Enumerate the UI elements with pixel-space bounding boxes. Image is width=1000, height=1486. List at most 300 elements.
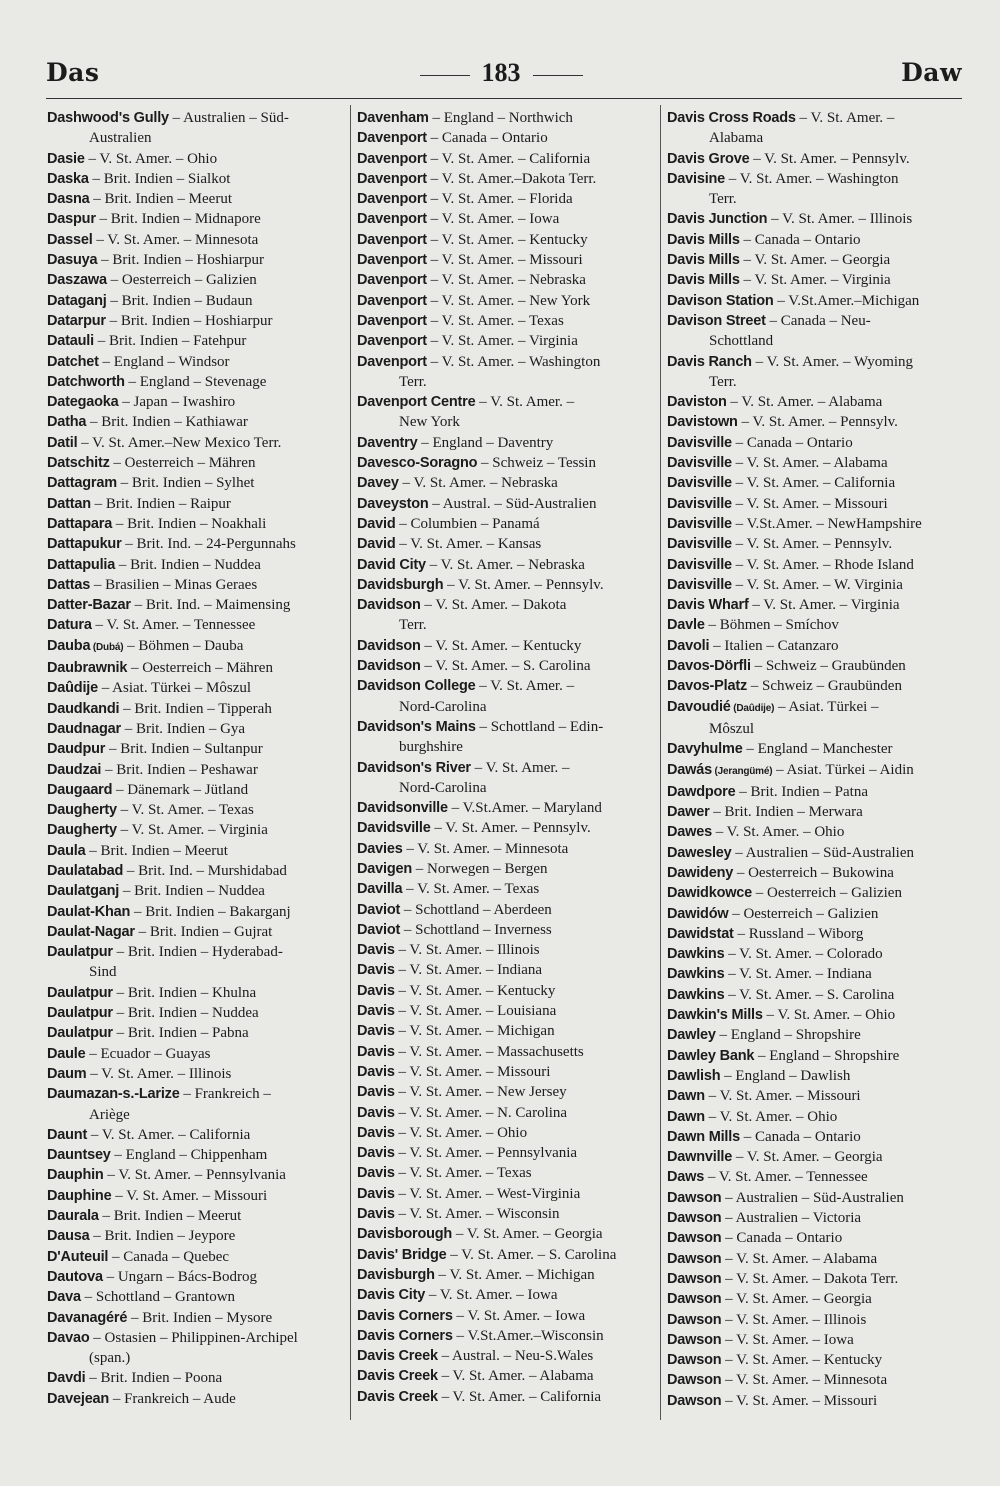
gazetteer-entry: [357, 839, 661, 859]
gazetteer-entry: [667, 250, 971, 270]
place-location: – V. St. Amer. – S. Carolina: [724, 986, 895, 1003]
gazetteer-entry: [667, 656, 971, 676]
place-location: – V. St. Amer. – Iowa: [425, 1287, 558, 1304]
page-number-block: [40, 58, 962, 88]
place-name: Davisville: [667, 576, 732, 593]
place-name: Davanagéré: [47, 1309, 128, 1326]
gazetteer-entry: [47, 739, 351, 759]
gazetteer-entry: [47, 189, 351, 209]
gazetteer-entry: [47, 1003, 351, 1023]
place-name: Davison Station: [667, 292, 774, 309]
gazetteer-entry: [47, 331, 351, 351]
gazetteer-entry: [47, 250, 351, 270]
gazetteer-entry: [357, 1143, 661, 1163]
place-name: Davis Corners: [357, 1307, 453, 1324]
place-name: Davidsonville: [357, 800, 448, 817]
gazetteer-entry: [667, 843, 971, 863]
gazetteer-entry: [667, 595, 971, 615]
place-location: – V. St. Amer. – Missouri: [394, 1063, 551, 1080]
gazetteer-entry: [357, 1042, 661, 1062]
gazetteer-entry: [667, 1005, 971, 1025]
place-location: – Austral. – Neu-S.Wales: [437, 1348, 594, 1365]
gazetteer-entry: [47, 1368, 351, 1388]
place-location: – V. St. Amer. – Missouri: [426, 252, 583, 269]
place-location: – V. St. Amer. – Pennsylv.: [749, 150, 910, 167]
place-location-continued: burghshire: [399, 739, 463, 756]
place-name: Davis Junction: [667, 211, 768, 228]
gazetteer-entry: [667, 822, 971, 842]
place-location: – V.St.Amer.–Michigan: [773, 292, 920, 309]
gazetteer-entry: [357, 433, 661, 453]
place-location: – Canada – Neu-: [765, 312, 871, 329]
place-name: David: [357, 536, 396, 553]
place-name: Davis Mills: [667, 231, 740, 248]
place-name: Davilla: [357, 881, 403, 898]
place-name: Davis: [357, 1185, 395, 1202]
gazetteer-entry: [47, 983, 351, 1003]
gazetteer-entry: [357, 595, 661, 636]
gazetteer-entry: [47, 1267, 351, 1287]
place-location-continued: Terr.: [709, 191, 737, 208]
page-header: [40, 58, 962, 98]
place-location: – V. St. Amer. – S. Carolina: [446, 1246, 617, 1263]
gazetteer-entry: [667, 883, 971, 903]
place-location: – V.St.Amer. – Maryland: [447, 800, 602, 817]
place-location: – Russland – Wiborg: [733, 925, 864, 942]
place-name: Dawson: [667, 1372, 722, 1389]
place-location: – V. St. Amer. – Pennsylv.: [731, 536, 893, 553]
gazetteer-entry: [47, 902, 351, 922]
place-location: – V. St. Amer. – Minnesota: [402, 840, 569, 857]
place-name: David: [357, 515, 396, 532]
gazetteer-entry: [47, 1226, 351, 1246]
place-location: – Schottland – Edin-: [475, 718, 604, 735]
place-name: Daulatganj: [47, 883, 120, 900]
gazetteer-entry: [47, 1064, 351, 1084]
gazetteer-entry: [667, 169, 971, 210]
gazetteer-entry: [667, 1350, 971, 1370]
place-name: Daûdije: [47, 680, 98, 697]
gazetteer-entry: [47, 1287, 351, 1307]
place-name: Davoudié: [667, 698, 731, 715]
place-name: Davisville: [667, 515, 732, 532]
place-location: – V. St. Amer. – Ohio: [711, 824, 845, 841]
place-location: – England – Manchester: [742, 741, 893, 758]
gazetteer-entry: [47, 453, 351, 473]
gazetteer-entry: [667, 964, 971, 984]
place-name: Davenport: [357, 333, 427, 350]
place-location: – V. St. Amer. – Alabama: [721, 1250, 878, 1267]
gazetteer-entry: [667, 473, 971, 493]
gazetteer-entry: [667, 453, 971, 473]
place-location: – Brit. Indien – Jeypore: [89, 1228, 236, 1245]
place-location: – England – Daventry: [417, 434, 554, 451]
place-location: – Norwegen – Bergen: [412, 860, 548, 877]
place-location: – V. St. Amer. – Georgia: [452, 1226, 603, 1243]
place-location: – Italien – Catanzaro: [709, 637, 839, 654]
place-location: – V. St. Amer. – S. Carolina: [420, 658, 591, 675]
gazetteer-entry: [667, 1086, 971, 1106]
place-name: Dautova: [47, 1268, 103, 1285]
place-location: – V. St. Amer. – Virginia: [739, 272, 891, 289]
place-location: – V. St. Amer. – Pennsylvania: [394, 1145, 578, 1162]
gazetteer-entry: [47, 595, 351, 615]
place-name: Davisville: [667, 556, 732, 573]
place-name: Dawn: [667, 1108, 705, 1125]
gazetteer-entry: [47, 800, 351, 820]
place-location: – V. St. Amer. – Florida: [426, 191, 573, 208]
place-location: – V. St. Amer. – Kentucky: [426, 231, 588, 248]
gazetteer-entry: [667, 636, 971, 656]
place-location: – Brit. Indien – Bakarganj: [130, 903, 291, 920]
place-location: – V. St. Amer. – Kentucky: [394, 982, 556, 999]
place-name: Davidson: [357, 637, 421, 654]
place-location: – Australien – Süd-Australien: [731, 844, 914, 861]
place-name: Dawidów: [667, 905, 729, 922]
place-name: Davisville: [667, 536, 732, 553]
gazetteer-entry: [47, 658, 351, 678]
place-name: Dawson: [667, 1270, 722, 1287]
place-location: – Australien – Süd-: [168, 110, 289, 126]
gazetteer-entry: [357, 453, 661, 473]
place-location: – Brit. Indien – Midnapore: [95, 211, 261, 228]
gazetteer-entry: [357, 1366, 661, 1386]
gazetteer-entry: [667, 1310, 971, 1330]
place-name: Davis Corners: [357, 1327, 453, 1344]
gazetteer-entry: [47, 719, 351, 739]
gazetteer-entry: [357, 311, 661, 331]
place-name: David City: [357, 556, 426, 573]
place-name: Davis: [357, 1063, 395, 1080]
place-name: Davenport: [357, 252, 427, 269]
place-name: Daugherty: [47, 822, 117, 839]
place-location: – Brit. Indien – Merwara: [709, 804, 863, 821]
place-name: Daspur: [47, 211, 96, 228]
place-name: Davenport: [357, 130, 427, 147]
place-location: – Brit. Ind. – 24-Pergunnahs: [121, 536, 296, 553]
place-location: – V. St. Amer. – W. Virginia: [731, 576, 903, 593]
place-location: – V. St. Amer. – Pennsylv.: [443, 576, 604, 593]
gazetteer-entry: [357, 1306, 661, 1326]
place-location: – V. St. Amer. – Ohio: [704, 1108, 838, 1125]
place-location: – Brit. Indien – Nuddea: [119, 883, 265, 900]
place-name: Datchworth: [47, 373, 125, 390]
place-name: D'Auteuil: [47, 1248, 109, 1265]
gazetteer-entry: [47, 1145, 351, 1165]
place-name: Davyhulme: [667, 741, 743, 758]
place-location: – Schweiz – Graubünden: [747, 678, 902, 695]
place-location: – V. St. Amer.–Dakota Terr.: [426, 170, 597, 187]
place-location: – V. St. Amer. – Missouri: [111, 1187, 268, 1204]
gazetteer-entry: [47, 861, 351, 881]
place-name: Davenham: [357, 110, 429, 126]
place-location: – Brit. Indien – Sialkot: [88, 170, 231, 187]
gazetteer-entry: [667, 863, 971, 883]
place-name: Dawidkowce: [667, 885, 753, 902]
place-location: – Oesterreich – Galizien: [728, 905, 879, 922]
gazetteer-entry: [357, 209, 661, 229]
place-name: Dasuya: [47, 252, 98, 269]
place-name: Dawson: [667, 1250, 722, 1267]
place-name: Davisville: [667, 475, 732, 492]
place-name: Dattapulia: [47, 556, 116, 573]
place-location: – V. St. Amer. –: [470, 759, 570, 776]
gazetteer-entry: [667, 985, 971, 1005]
place-name: Daws: [667, 1169, 705, 1186]
place-location-continued: Terr.: [709, 373, 737, 390]
gazetteer-entry: [357, 473, 661, 493]
place-location: – Schottland – Inverness: [400, 921, 552, 938]
gazetteer-entry: [47, 1186, 351, 1206]
place-location: – Brasilien – Minas Geraes: [90, 576, 258, 593]
place-location: – England – Windsor: [98, 353, 230, 370]
place-name: Datchet: [47, 353, 99, 370]
gazetteer-entry: [47, 433, 351, 453]
gazetteer-entry: [667, 494, 971, 514]
place-location: – Böhmen – Smíchov: [704, 617, 839, 634]
gazetteer-entry: [357, 1001, 661, 1021]
place-location: – Columbien – Panamá: [395, 515, 540, 532]
gazetteer-entry: [47, 1389, 351, 1409]
gazetteer-entry: [667, 1046, 971, 1066]
place-name: Dawkins: [667, 986, 725, 1003]
place-location: – Brit. Ind. – Maimensing: [130, 597, 291, 614]
place-location: – Brit. Indien – Poona: [85, 1370, 223, 1387]
gazetteer-entry: [357, 717, 661, 758]
column-2: [357, 108, 661, 1407]
place-name: Dawnville: [667, 1149, 733, 1166]
gazetteer-entry: [357, 291, 661, 311]
place-location: – Brit. Indien – Mysore: [127, 1309, 273, 1326]
place-name: Dawson: [667, 1392, 722, 1409]
place-location: – Ecuador – Guayas: [85, 1045, 211, 1062]
place-location: – V. St. Amer. – N. Carolina: [394, 1104, 568, 1121]
place-name: Datauli: [47, 333, 94, 350]
place-location-continued: Sind: [89, 964, 117, 981]
place-location: – England – Dawlish: [720, 1067, 851, 1084]
place-location: – V. St. Amer. – Nebraska: [426, 272, 586, 289]
gazetteer-entry: [357, 1021, 661, 1041]
place-location: – V. St. Amer. – Ohio: [84, 150, 218, 167]
gazetteer-entry: [357, 1224, 661, 1244]
alt-name: (Dubá): [90, 641, 124, 653]
gazetteer-entry: [357, 189, 661, 209]
place-location: – V. St. Amer. – Texas: [402, 881, 540, 898]
place-name: Dawesley: [667, 844, 732, 861]
place-name: Davenport: [357, 211, 427, 228]
place-name: Dawn: [667, 1088, 705, 1105]
place-name: Davenport: [357, 191, 427, 208]
place-name: Davisville: [667, 495, 732, 512]
place-name: Davidson's Mains: [357, 718, 476, 735]
gazetteer-entry: [667, 1289, 971, 1309]
gazetteer-entry: [357, 656, 661, 676]
gazetteer-entry: [357, 960, 661, 980]
gazetteer-entry: [357, 352, 661, 393]
column-3: [667, 108, 971, 1411]
place-name: Davos-Platz: [667, 678, 747, 695]
gazetteer-entry: [667, 615, 971, 635]
gazetteer-entry: [667, 1066, 971, 1086]
place-location: – Brit. Indien – Hyderabad-: [112, 944, 283, 961]
place-location: – Brit. Indien – Fatehpur: [93, 333, 247, 350]
place-location: – V. St. Amer. – Illinois: [394, 942, 540, 959]
place-name: Davis: [357, 1023, 395, 1040]
place-name: Davenport: [357, 353, 427, 370]
place-location-continued: Nord-Carolina: [399, 779, 487, 796]
gazetteer-entry: [47, 636, 351, 658]
place-location: – V. St. Amer. – Pennsylvania: [103, 1167, 286, 1184]
place-location: – V. St. Amer. – Pennsylv.: [737, 414, 898, 431]
place-location: – Brit. Indien – Meerut: [98, 1208, 242, 1225]
gazetteer-entry: [357, 981, 661, 1001]
place-name: Davigen: [357, 860, 413, 877]
place-name: Davao: [47, 1329, 90, 1346]
place-name: Daska: [47, 170, 89, 187]
gazetteer-entry: [667, 1330, 971, 1350]
gazetteer-entry: [667, 108, 971, 149]
place-location: – Brit. Indien – Gya: [120, 720, 246, 737]
place-name: Daveyston: [357, 495, 429, 512]
place-location: – Brit. Indien – Khulna: [112, 984, 257, 1001]
gazetteer-entry: [357, 818, 661, 838]
place-name: Datarpur: [47, 312, 106, 329]
place-name: Davidson College: [357, 678, 476, 695]
gazetteer-entry: [357, 250, 661, 270]
place-location: – Canada – Quebec: [108, 1248, 230, 1265]
place-name: Davis City: [357, 1287, 426, 1304]
place-location: – V. St. Amer. – Wisconsin: [394, 1206, 560, 1223]
gazetteer-entry: [357, 1163, 661, 1183]
place-location: – Ungarn – Bács-Bodrog: [102, 1268, 257, 1285]
gazetteer-entry: [667, 1228, 971, 1248]
place-location: – V. St. Amer. – Washington: [725, 170, 899, 187]
place-name: Dawlish: [667, 1067, 721, 1084]
alt-name: (Jerangümé): [711, 765, 773, 777]
place-name: Datura: [47, 617, 92, 634]
place-name: Daunt: [47, 1126, 88, 1143]
place-name: Dawson: [667, 1210, 722, 1227]
place-location: – Ostasien – Philippinen-Archipel: [89, 1329, 298, 1346]
place-name: Davisville: [667, 455, 732, 472]
place-name: Davis: [357, 982, 395, 999]
place-name: Daurala: [47, 1208, 99, 1225]
gazetteer-entry: [667, 760, 971, 782]
gazetteer-entry: [667, 1025, 971, 1045]
place-location: – V. St. Amer. – Missouri: [704, 1088, 861, 1105]
place-location: – V. St. Amer. – Minnesota: [721, 1372, 888, 1389]
place-name: Datha: [47, 414, 87, 431]
place-name: Davos-Dörfli: [667, 658, 751, 675]
gazetteer-entry: [667, 802, 971, 822]
place-location: – V. St. Amer. – Kansas: [395, 536, 542, 553]
place-location: – Australien – Victoria: [721, 1210, 862, 1227]
place-location: – V. St. Amer. – Alabama: [726, 394, 883, 411]
place-name: Daumazan-s.-Larize: [47, 1086, 180, 1103]
place-name: Dawson: [667, 1331, 722, 1348]
place-name: Dawson: [667, 1291, 722, 1308]
gazetteer-entry: [357, 169, 661, 189]
place-location: – Dänemark – Jütland: [112, 781, 249, 798]
header-dash-left: [420, 75, 470, 76]
place-location: – V. St. Amer. – Tennessee: [704, 1169, 868, 1186]
place-name: Davis Mills: [667, 252, 740, 269]
gazetteer-entry: [357, 108, 661, 128]
place-name: Davejean: [47, 1390, 110, 1407]
place-location: – V. St. Amer. – Illinois: [721, 1311, 867, 1328]
gazetteer-entry: [47, 555, 351, 575]
place-name: Dattas: [47, 576, 91, 593]
gazetteer-entry: [357, 940, 661, 960]
place-location: – V. St. Amer. – West-Virginia: [394, 1185, 581, 1202]
gazetteer-entry: [357, 1082, 661, 1102]
place-name: Daulatpur: [47, 944, 113, 961]
gazetteer-entry: [47, 760, 351, 780]
gazetteer-entry: [357, 149, 661, 169]
place-name: Dauntsey: [47, 1147, 111, 1164]
gazetteer-entry: [47, 230, 351, 250]
place-location: – V. St. Amer. – Texas: [394, 1165, 532, 1182]
place-name: Dawley: [667, 1027, 716, 1044]
gazetteer-entry: [357, 879, 661, 899]
place-name: Dawson: [667, 1352, 722, 1369]
place-name: Davenport: [357, 292, 427, 309]
place-name: Davidson: [357, 597, 421, 614]
gazetteer-entry: [47, 1084, 351, 1125]
gazetteer-entry: [357, 555, 661, 575]
place-location: – V. St. Amer. – Virginia: [426, 333, 578, 350]
gazetteer-entry: [47, 1328, 351, 1369]
place-location: – Asiat. Türkei – Môszul: [97, 680, 252, 697]
place-location: – V. St. Amer. – Kentucky: [721, 1352, 883, 1369]
gazetteer-entry: [667, 1167, 971, 1187]
gazetteer-entry: [667, 1391, 971, 1411]
place-location: – V. St. Amer. – Washington: [426, 353, 601, 370]
gazetteer-entry: [47, 473, 351, 493]
gazetteer-entry: [47, 678, 351, 698]
header-right-guideword: Daw: [901, 58, 962, 87]
place-location: – V. St. Amer. – Louisiana: [394, 1003, 557, 1020]
place-name: Dasna: [47, 191, 90, 208]
place-location-continued: New York: [399, 414, 460, 431]
place-location-continued: Ariège: [89, 1106, 130, 1123]
place-location: – Brit. Indien – Nuddea: [112, 1005, 259, 1022]
place-name: Daudnagar: [47, 720, 121, 737]
place-location: – Japan – Iwashiro: [118, 394, 236, 411]
gazetteer-entry: [357, 900, 661, 920]
place-location-continued: (span.): [89, 1350, 131, 1367]
place-location: – V. St. Amer. – Texas: [116, 802, 254, 819]
alt-name: (Daûdije): [730, 702, 775, 714]
gazetteer-entry: [667, 575, 971, 595]
place-name: Davis: [357, 1124, 395, 1141]
place-location: – Brit. Indien – Patna: [735, 783, 868, 800]
gazetteer-entry: [357, 1346, 661, 1366]
place-name: Davis Creek: [357, 1368, 438, 1385]
gazetteer-entry: [667, 782, 971, 802]
place-name: Dawás: [667, 761, 712, 778]
place-name: Dasie: [47, 150, 85, 167]
gazetteer-entry: [357, 514, 661, 534]
place-location: – V. St. Amer. – Iowa: [426, 211, 560, 228]
place-location: – Böhmen – Dauba: [123, 637, 244, 654]
gazetteer-entry: [667, 514, 971, 534]
place-location: – V. St. Amer. – Tennessee: [91, 617, 256, 634]
gazetteer-entry: [667, 1127, 971, 1147]
place-location: – Canada – Ontario: [739, 1128, 861, 1145]
place-location: – Brit. Indien – Hoshiarpur: [97, 252, 265, 269]
gazetteer-entry: [357, 1204, 661, 1224]
